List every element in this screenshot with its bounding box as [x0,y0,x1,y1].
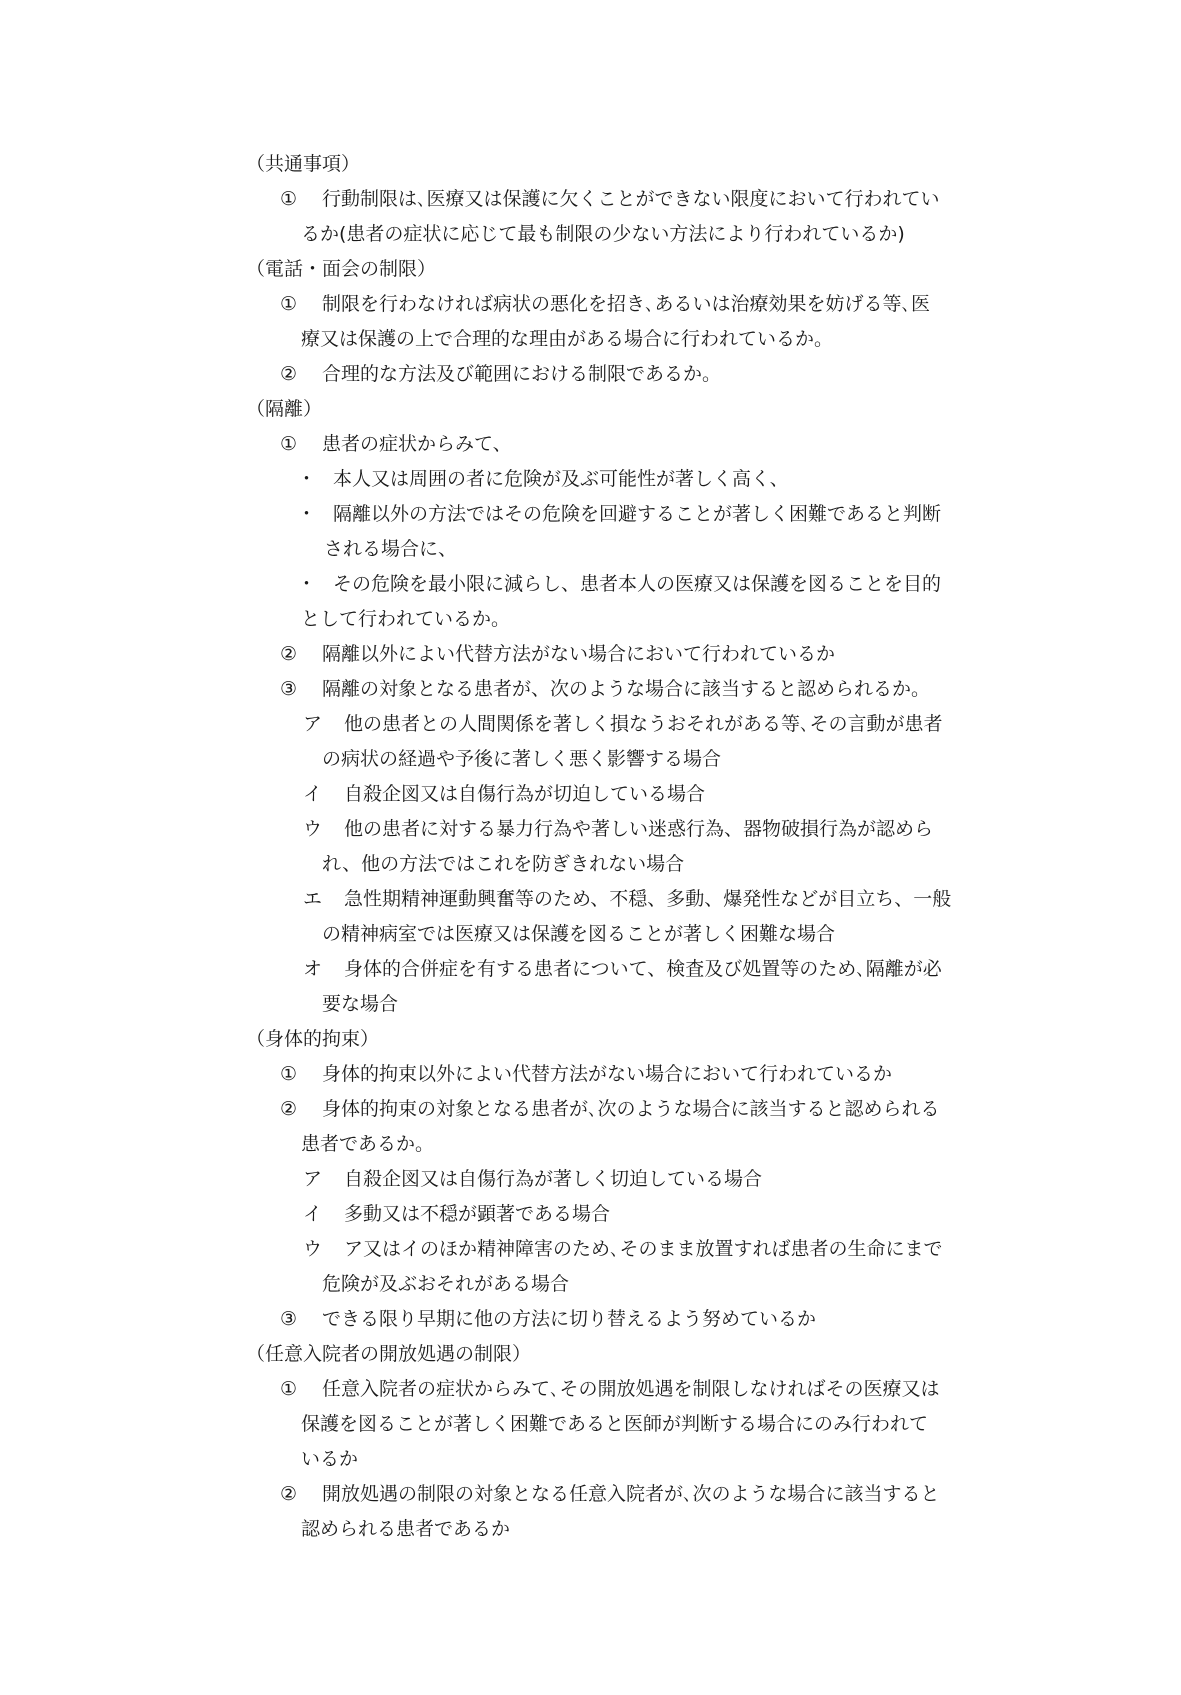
section-heading-restraint: （身体的拘束） [246,1028,380,1050]
section-heading-voluntary: （任意入院者の開放処遇の制限） [246,1343,532,1365]
subitem-mark: ウ [303,1238,323,1260]
item-text: 患者の症状からみて、 [322,433,512,455]
subitem-text: 他の患者との人間関係を著しく損なうおそれがある等､その言動が患者 [344,713,943,735]
subitem-text: 身体的合併症を有する患者について、検査及び処置等のため､隔離が必 [344,958,942,980]
subitem-mark: イ [303,1203,323,1225]
item-text: 患者であるか。 [301,1133,435,1155]
item-number: ③ [280,1308,298,1330]
item-number: ③ [280,678,298,700]
item-text: 身体的拘束以外によい代替方法がない場合において行われているか [322,1063,893,1085]
item-text: 任意入院者の症状からみて､その開放処遇を制限しなければその医療又は [322,1378,940,1400]
bullet-text: として行われているか。 [301,608,511,630]
item-number: ② [280,643,298,665]
section-heading-phone: （電話・面会の制限） [246,258,437,280]
item-text: 隔離の対象となる患者が、次のような場合に該当すると認められるか。 [322,678,931,700]
item-text: いるか [301,1448,359,1470]
bullet-text: 隔離以外の方法ではその危険を回避することが著しく困難であると判断 [333,503,942,525]
bullet-mark: ・ [297,503,317,525]
item-number: ① [280,188,298,210]
subitem-mark: エ [303,888,323,910]
subitem-text: ア又はイのほか精神障害のため､そのまま放置すれば患者の生命にまで [344,1238,943,1260]
subitem-text: 要な場合 [322,993,399,1015]
subitem-mark: ア [303,1168,323,1190]
subitem-text: 他の患者に対する暴力行為や著しい迷惑行為、器物破損行為が認めら [344,818,934,840]
item-text: るか(患者の症状に応じて最も制限の少ない方法により行われているか) [301,223,905,245]
item-text: 行動制限は､医療又は保護に欠くことができない限度において行われてい [322,188,940,210]
subitem-text: の病状の経過や予後に著しく悪く影響する場合 [322,748,722,770]
subitem-mark: ウ [303,818,323,840]
subitem-mark: オ [303,958,323,980]
item-number: ② [280,363,298,385]
item-number: ① [280,1063,298,1085]
subitem-mark: ア [303,713,323,735]
section-heading-isolation: （隔離） [246,398,323,420]
item-text: 認められる患者であるか [301,1518,511,1540]
item-number: ① [280,1378,298,1400]
subitem-text: 多動又は不穏が顕著である場合 [344,1203,611,1225]
bullet-text: 本人又は周囲の者に危険が及ぶ可能性が著しく高く、 [333,468,789,490]
subitem-text: れ、他の方法ではこれを防ぎきれない場合 [322,853,685,875]
bullet-text: される場合に、 [324,538,458,560]
item-text: 身体的拘束の対象となる患者が､次のような場合に該当すると認められる [322,1098,940,1120]
item-text: 開放処遇の制限の対象となる任意入院者が､次のような場合に該当すると [322,1483,940,1505]
item-number: ① [280,293,298,315]
item-number: ① [280,433,298,455]
subitem-text: の精神病室では医療又は保護を図ることが著しく困難な場合 [322,923,836,945]
subitem-text: 自殺企図又は自傷行為が著しく切迫している場合 [344,1168,763,1190]
item-number: ② [280,1098,298,1120]
subitem-text: 危険が及ぶおそれがある場合 [322,1273,570,1295]
subitem-text: 自殺企図又は自傷行為が切迫している場合 [344,783,706,805]
item-text: 制限を行わなければ病状の悪化を招き､あるいは治療効果を妨げる等､医 [322,293,931,315]
item-text: 療又は保護の上で合理的な理由がある場合に行われているか。 [301,328,834,350]
item-text: できる限り早期に他の方法に切り替えるよう努めているか [322,1308,817,1330]
item-text: 隔離以外によい代替方法がない場合において行われているか [322,643,836,665]
subitem-text: 急性期精神運動興奮等のため、不穏、多動、爆発性などが目立ち、一般 [344,888,952,910]
bullet-mark: ・ [297,573,317,595]
section-heading-common: （共通事項） [246,153,361,175]
bullet-mark: ・ [297,468,317,490]
item-number: ② [280,1483,298,1505]
subitem-mark: イ [303,783,323,805]
item-text: 合理的な方法及び範囲における制限であるか。 [322,363,722,385]
bullet-text: その危険を最小限に減らし、患者本人の医療又は保護を図ることを目的 [333,573,942,595]
item-text: 保護を図ることが著しく困難であると医師が判断する場合にのみ行われて [301,1413,929,1435]
